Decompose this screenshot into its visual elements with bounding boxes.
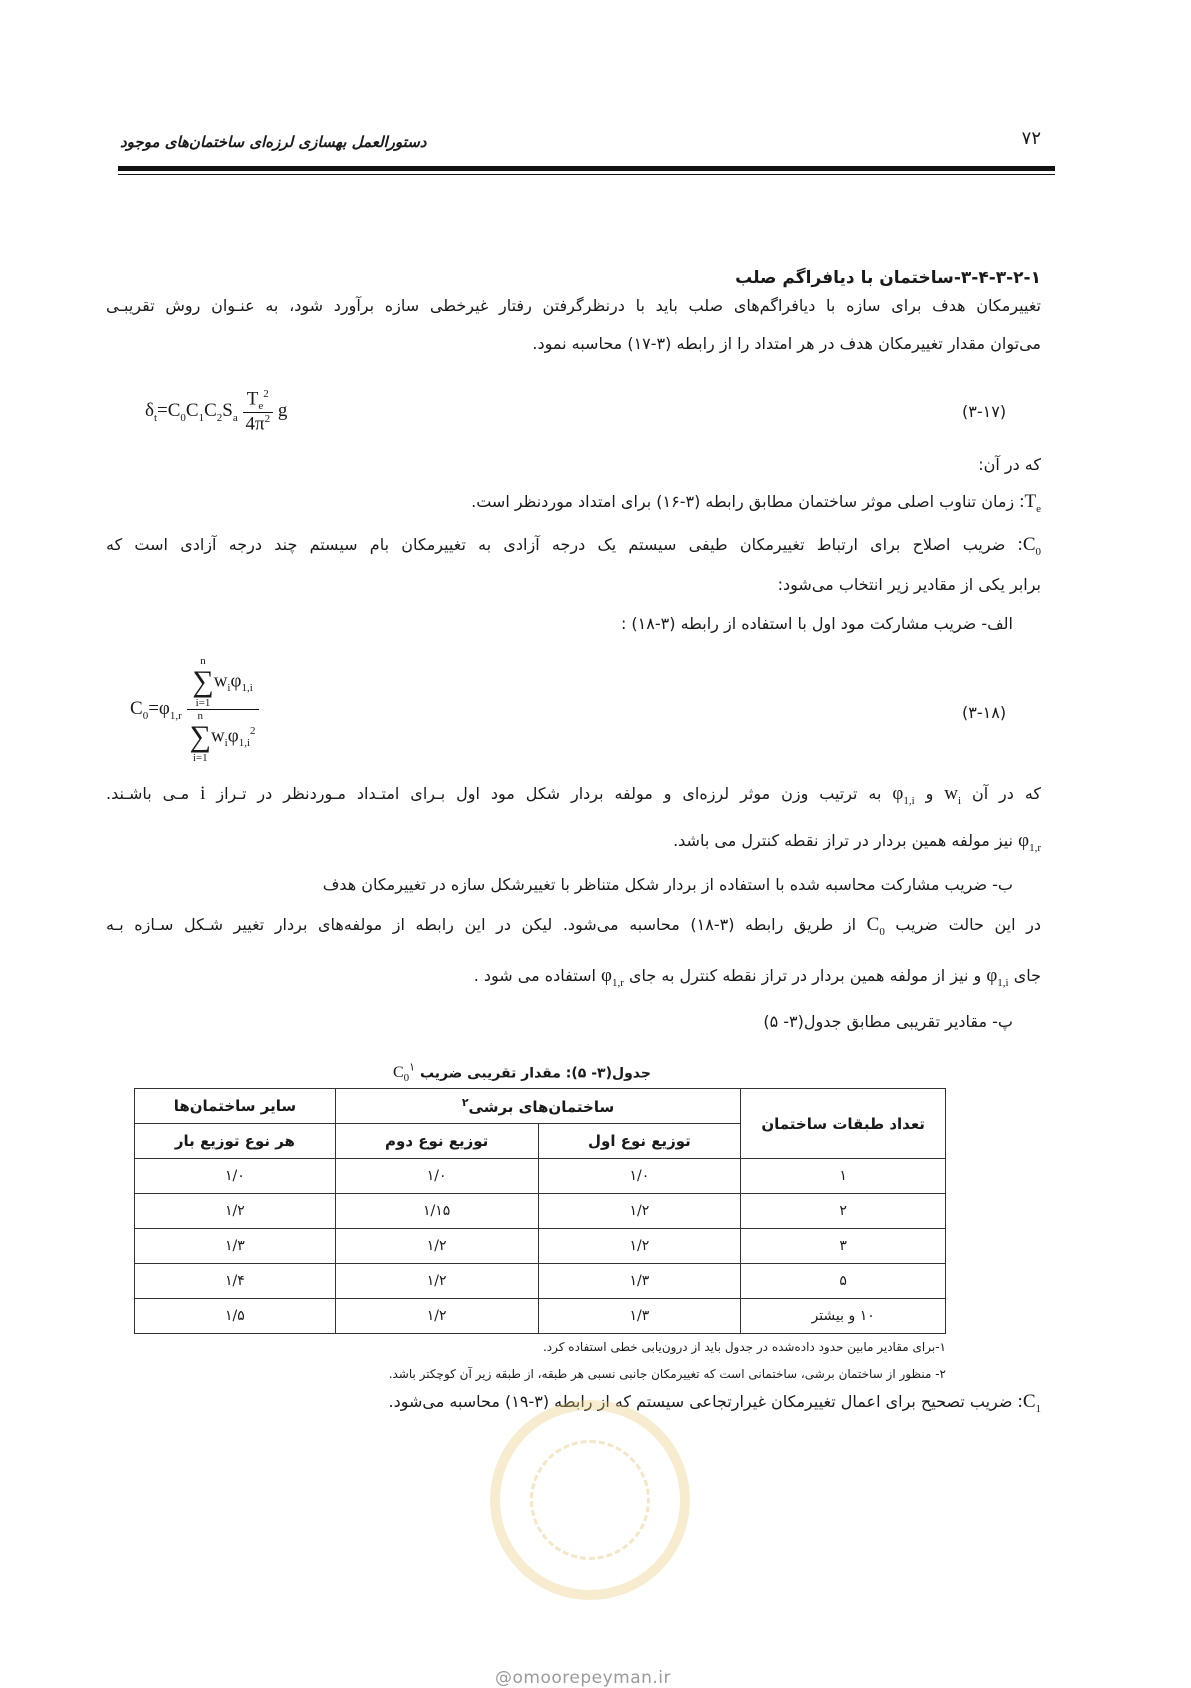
cell-floors: ۳ bbox=[741, 1229, 946, 1264]
item-a: الف- ضریب مشارکت مود اول با استفاده از رابطه (۳-۱۸) : bbox=[620, 614, 1013, 633]
cell-type2: ۱/۲ bbox=[335, 1299, 538, 1334]
cell-type1: ۱/۰ bbox=[538, 1159, 741, 1194]
item-b: ب- ضریب مشارکت محاسبه شده با استفاده از بردار شکل متناظر با تغییرشکل سازه در تغییرمکان هدف bbox=[322, 875, 1013, 894]
header-floors: تعداد طبقات ساختمان bbox=[741, 1089, 946, 1159]
section-heading: ۳-۴-۳-۲-۱-ساختمان با دیافراگم صلب bbox=[735, 268, 1041, 288]
c0-definition-line-1: $C_0$: ضریب اصلاح برای ارتباط تغییرمکان طیفی سیستم یک درجه آزادی به تغییرمکان بام سیستم چند درجه آزادی است که bbox=[106, 534, 1042, 558]
at-icon: @ bbox=[495, 1668, 513, 1688]
c1-definition: $C_1$: ضریب تصحیح برای اعمال تغییرمکان غیرارتجاعی سیستم که از رابطه (۳-۱۹) محاسبه می‌شود. bbox=[388, 1391, 1041, 1415]
footnote-1: ۱-برای مقادیر مابین حدود داده‌شده در جدول باید از درون‌یابی خطی استفاده کرد. bbox=[542, 1340, 946, 1354]
equation-17-number: (۳-۱۷) bbox=[962, 402, 1007, 421]
eq18-where-line: که در آن $w_i$ و $\varphi_{1,i}$ به ترتیب وزن موثر لرزه‌ای و مولفه بردار شکل مود اول بـرای امتـداد مـوردنظر در تـراز i مـی باشـند. bbox=[106, 783, 1042, 807]
intro-line-1: تغییرمکان هدف برای سازه با دیافراگم‌های صلب باید با درنظرگرفتن رفتار غیرخطی سازه برآورد شود، به عنـوان روش تقریبـی bbox=[106, 296, 1041, 315]
cell-type2: ۱/۱۵ bbox=[335, 1194, 538, 1229]
cell-any: ۱/۰ bbox=[135, 1159, 336, 1194]
watermark-text: @omoorepeyman.ir bbox=[495, 1668, 672, 1688]
cell-type1: ۱/۲ bbox=[538, 1229, 741, 1264]
where-label: که در آن: bbox=[978, 455, 1041, 474]
equation-17: $\delta_t=C_0C_1C_2S_a$ $\frac{T_e^2}{4\pi^2}$ g bbox=[145, 388, 288, 435]
cell-floors: ۲ bbox=[741, 1194, 946, 1229]
item-b-line-3: جای $\varphi_{1,i}$ و نیز از مولفه همین بردار در تراز نقطه کنترل به جای $\varphi_{1,r}$ استفاده می شود . bbox=[473, 965, 1041, 989]
cell-type2: ۱/۰ bbox=[335, 1159, 538, 1194]
table-row bbox=[135, 1299, 946, 1334]
header-other-buildings: سایر ساختمان‌ها bbox=[135, 1089, 336, 1124]
watermark-seal-inner bbox=[530, 1440, 650, 1560]
item-b-line-2: در این حالت ضریب $C_0$ از طریق رابطه (۳-۱۸) محاسبه می‌شود. لیکن در این رابطه از مولفه‌های بردار تغییر شـکل سـازه بـه bbox=[106, 914, 1042, 938]
header-any-distribution: هر نوع توزیع بار bbox=[135, 1124, 336, 1159]
cell-type1: ۱/۲ bbox=[538, 1194, 741, 1229]
cell-any: ۱/۴ bbox=[135, 1264, 336, 1299]
table-row bbox=[135, 1159, 946, 1194]
equation-18-number: (۳-۱۸) bbox=[962, 703, 1007, 722]
table-row bbox=[135, 1229, 946, 1264]
cell-type2: ۱/۲ bbox=[335, 1264, 538, 1299]
item-p: پ- مقادیر تقریبی مطابق جدول(۳- ۵) bbox=[763, 1012, 1013, 1031]
running-header-title: دستورالعمل بهسازی لرزه‌ای ساختمان‌های موجود bbox=[120, 133, 427, 151]
table-row bbox=[135, 1194, 946, 1229]
c0-table bbox=[134, 1088, 946, 1334]
header-type1: توزیع نوع اول bbox=[538, 1124, 741, 1159]
header-type2: توزیع نوع دوم bbox=[335, 1124, 538, 1159]
cell-any: ۱/۲ bbox=[135, 1194, 336, 1229]
table-row bbox=[135, 1264, 946, 1299]
intro-line-2: می‌توان مقدار تغییرمکان هدف در هر امتداد را از رابطه (۳-۱۷) محاسبه نمود. bbox=[532, 334, 1041, 353]
header-rule-thin bbox=[118, 174, 1055, 175]
cell-floors: ۵ bbox=[741, 1264, 946, 1299]
cell-type2: ۱/۲ bbox=[335, 1229, 538, 1264]
page-number: ۷۲ bbox=[1021, 128, 1041, 149]
te-definition: $T_e$: زمان تناوب اصلی موثر ساختمان مطابق رابطه (۳-۱۶) برای امتداد موردنظر است. bbox=[471, 491, 1041, 515]
header-shear-buildings: ساختمان‌های برشی$^۲$ bbox=[335, 1089, 740, 1124]
cell-floors: ۱ bbox=[741, 1159, 946, 1194]
table-caption: جدول(۳- ۵): مقدار تقریبی ضریب $C_0^۱$ bbox=[393, 1062, 651, 1085]
phi-r-definition: $\varphi_{1,r}$ نیز مولفه همین بردار در تراز نقطه کنترل می باشد. bbox=[673, 830, 1041, 854]
cell-any: ۱/۳ bbox=[135, 1229, 336, 1264]
cell-type1: ۱/۳ bbox=[538, 1299, 741, 1334]
equation-18: $C_0=\varphi_{1,r}$ n ∑ i=1 $w_i\varphi_{1,i}$ n ∑ i=1 $w_i\varphi_{1,i}^2$ bbox=[130, 655, 259, 764]
c0-definition-line-2: برابر یکی از مقادیر زیر انتخاب می‌شود: bbox=[777, 575, 1041, 594]
cell-type1: ۱/۳ bbox=[538, 1264, 741, 1299]
cell-any: ۱/۵ bbox=[135, 1299, 336, 1334]
header-rule-thick bbox=[118, 166, 1055, 171]
cell-floors: ۱۰ و بیشتر bbox=[741, 1299, 946, 1334]
footnote-2: ۲- منظور از ساختمان برشی، ساختمانی است که تغییرمکان جانبی نسبی هر طبقه، از طبقه زیر آن کوچکتر باشد. bbox=[388, 1367, 946, 1381]
